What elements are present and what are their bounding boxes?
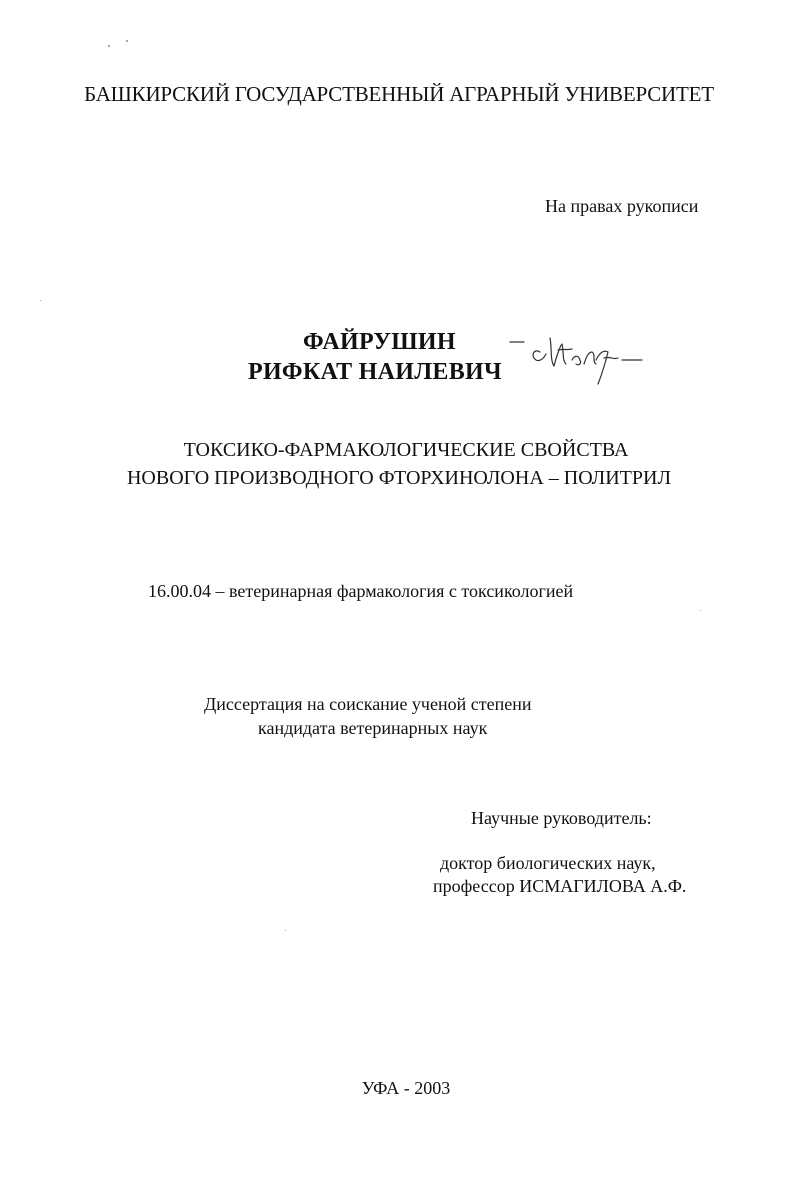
scan-speck [40,300,41,301]
scan-speck [108,45,110,47]
author-signature [500,330,650,390]
university-name: БАШКИРСКИЙ ГОСУДАРСТВЕННЫЙ АГРАРНЫЙ УНИВЕРСИТЕТ [84,82,714,106]
city-year: УФА - 2003 [361,1078,451,1098]
dissertation-title-line-2: НОВОГО ПРОИЗВОДНОГО ФТОРХИНОЛОНА – ПОЛИТРИЛ [126,467,672,489]
author-given-names: РИФКАТ НАИЛЕВИЧ [248,359,502,385]
advisor-name: профессор ИСМАГИЛОВА А.Ф. [433,876,687,896]
scan-speck [285,930,286,931]
advisor-label: Научные руководитель: [471,808,652,828]
specialty-code: 16.00.04 – ветеринарная фармакология с токсикологией [148,581,574,601]
degree-statement-line-2: кандидата ветеринарных наук [258,718,488,738]
author-surname: ФАЙРУШИН [303,329,456,355]
dissertation-title-line-1: ТОКСИКО-ФАРМАКОЛОГИЧЕСКИЕ СВОЙСТВА [183,439,629,461]
degree-statement-line-1: Диссертация на соискание ученой степени [204,694,532,714]
advisor-degree: доктор биологических наук, [440,853,656,873]
rights-note: На правах рукописи [545,196,699,216]
scan-speck [700,610,701,611]
scan-speck [126,40,128,42]
